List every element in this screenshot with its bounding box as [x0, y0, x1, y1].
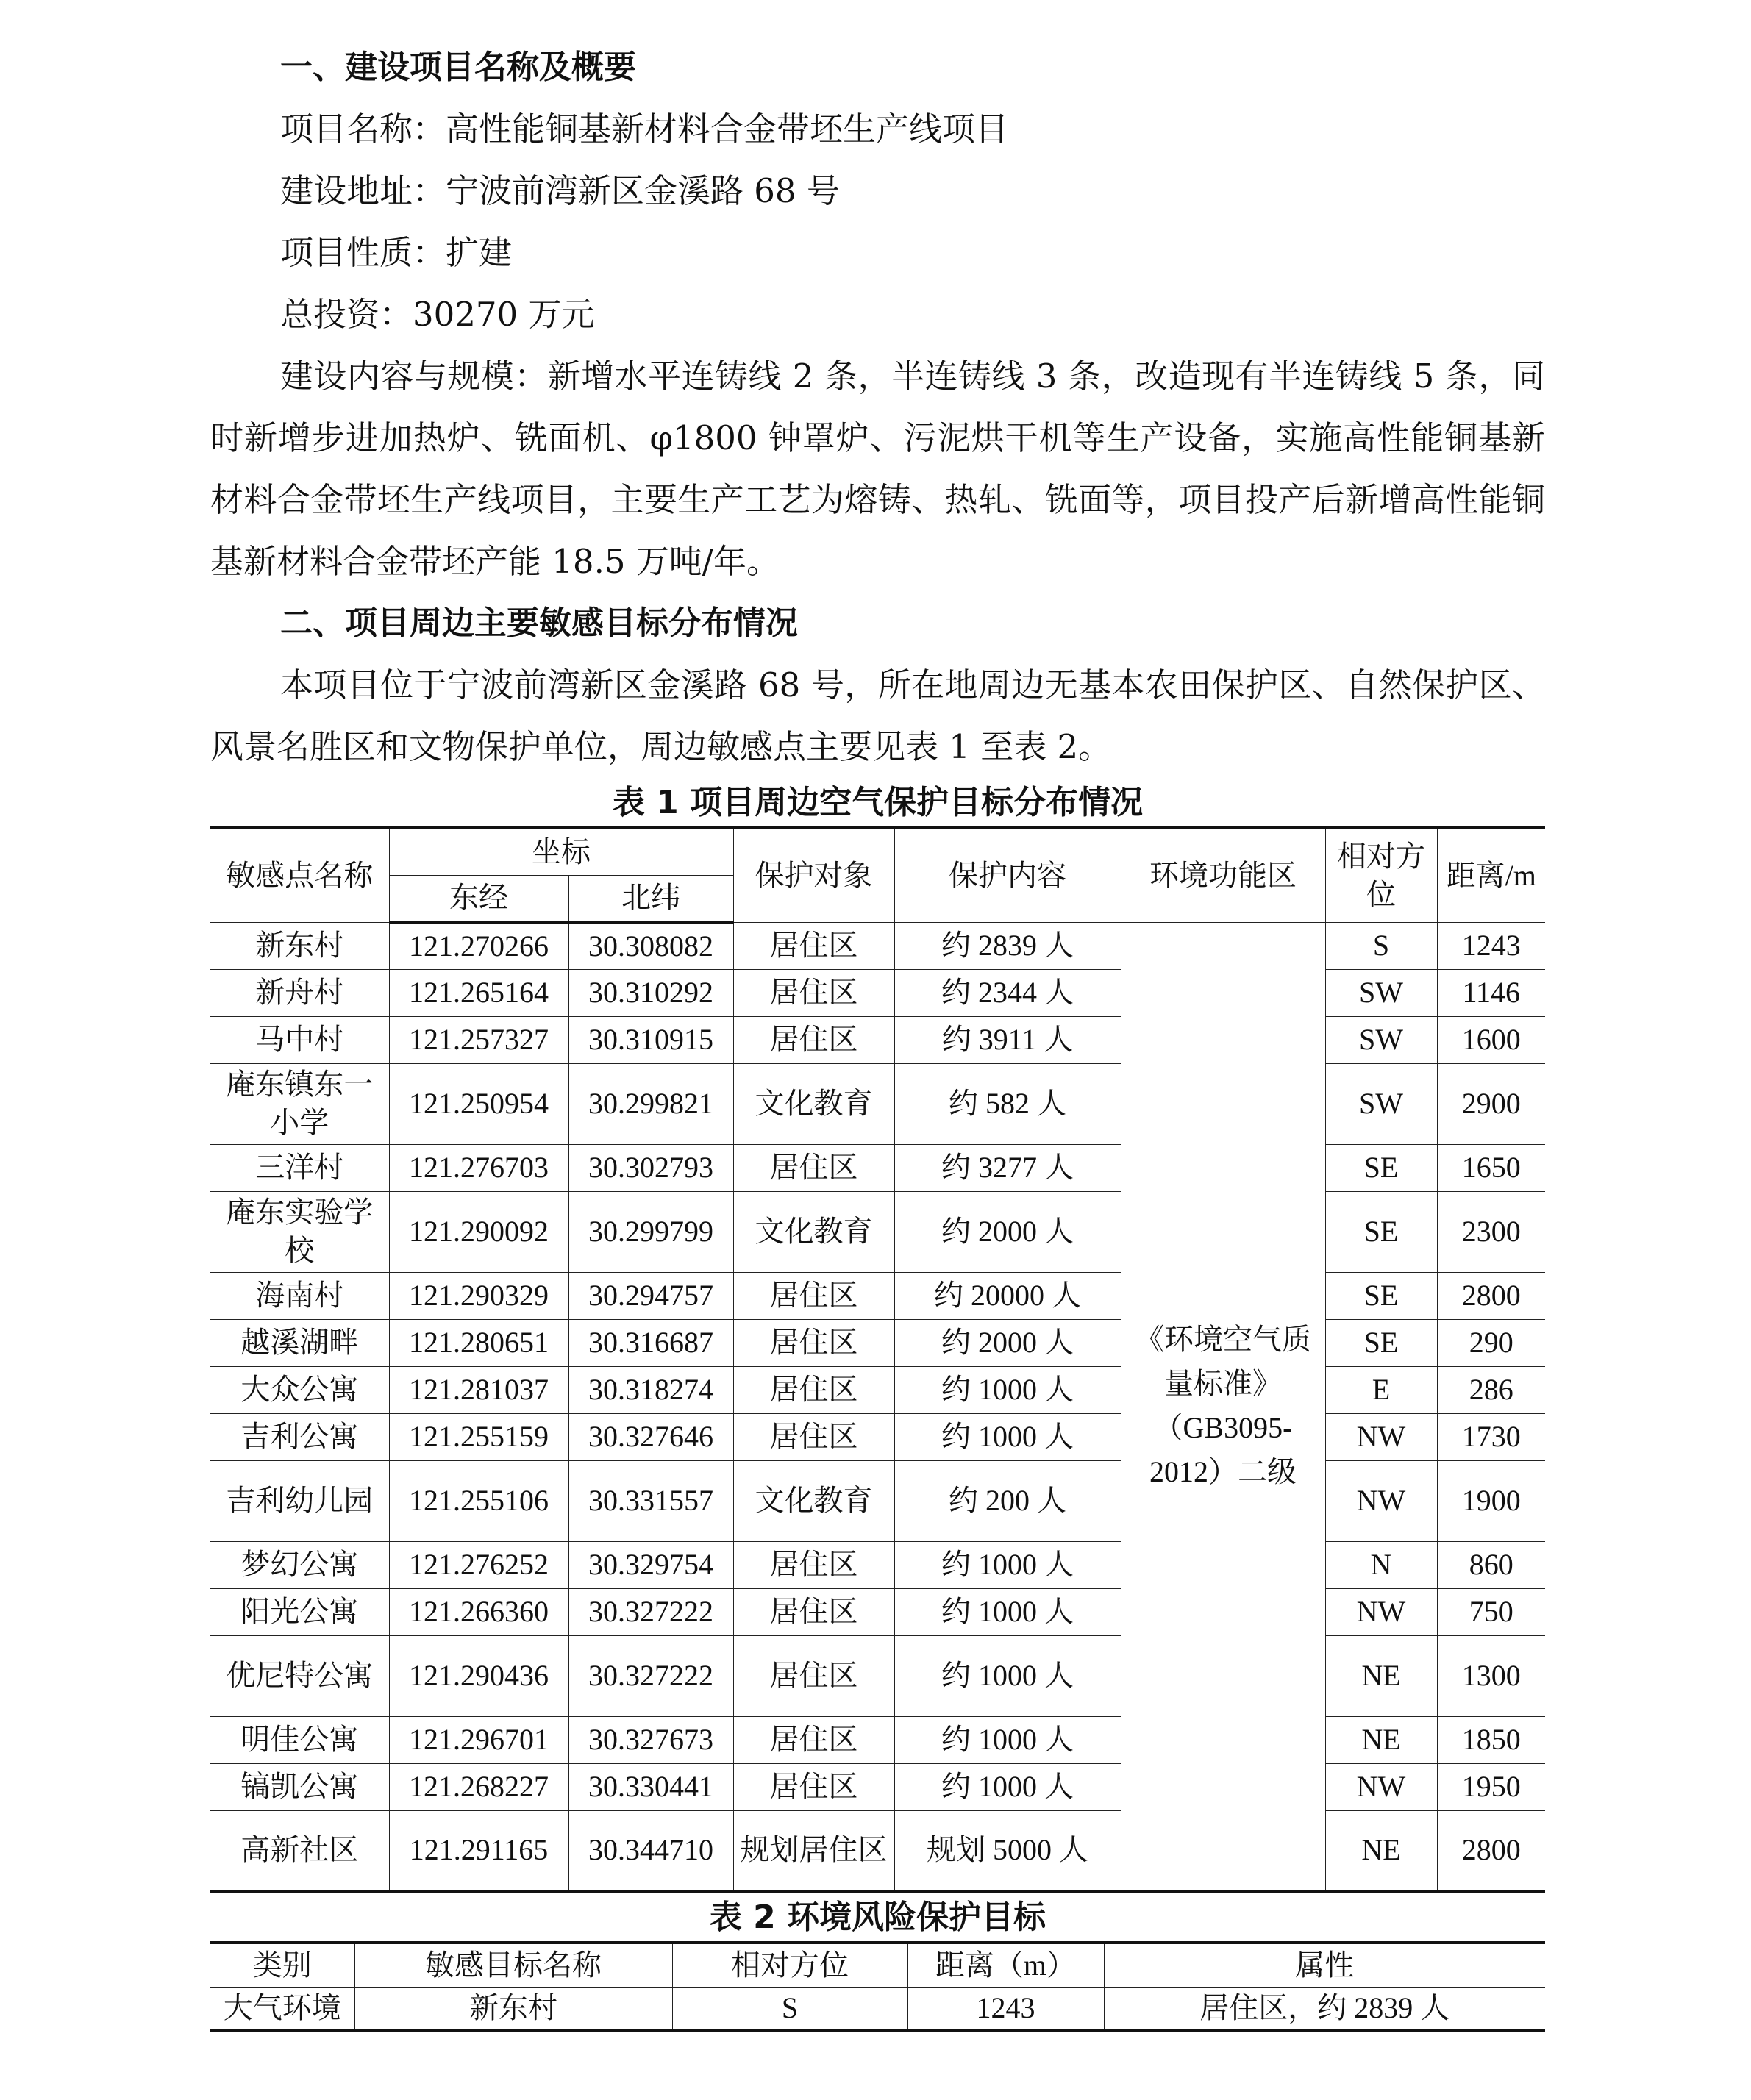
- cell-distance: 2800: [1437, 1810, 1545, 1891]
- risk-table-body: [210, 1987, 1545, 2031]
- table-row: [210, 1191, 1545, 1272]
- t2-header-direction: 相对方位: [672, 1943, 907, 1987]
- cell-name: 大众公寓: [210, 1366, 389, 1413]
- cell-lon: 121.276252: [389, 1541, 568, 1588]
- cell-content: 约 20000 人: [894, 1272, 1121, 1319]
- cell-content: 约 200 人: [894, 1460, 1121, 1541]
- cell-distance: 1950: [1437, 1763, 1545, 1810]
- cell-object: 居住区: [733, 1272, 894, 1319]
- project-scale: 建设内容与规模：新增水平连铸线 2 条，半连铸线 3 条，改造现有半连铸线 5 条，同时新增步进加热炉、铣面机、φ1800 钟罩炉、污泥烘干机等生产设备，实施高性能铜基新材料合金带坯生产线项目，主要生产工艺为熔铸、热轧、铣面等，项目投产后新增高性能铜基新材料合金带坯产能 18.5 万吨/年。: [210, 357, 1545, 581]
- cell-direction: NW: [1325, 1460, 1437, 1541]
- cell-direction: S: [1325, 922, 1437, 969]
- cell-content: 约 1000 人: [894, 1635, 1121, 1716]
- cell-content: 约 1000 人: [894, 1366, 1121, 1413]
- cell-direction: SE: [1325, 1144, 1437, 1191]
- cell-direction: NW: [1325, 1763, 1437, 1810]
- table-row: [210, 1366, 1545, 1413]
- cell-lon: 121.255106: [389, 1460, 568, 1541]
- cell-direction: NW: [1325, 1588, 1437, 1635]
- cell-object: 居住区: [733, 1016, 894, 1063]
- cell-distance: 1600: [1437, 1016, 1545, 1063]
- cell-name: 庵东镇东一小学: [210, 1063, 389, 1144]
- table-row: [210, 1810, 1545, 1891]
- cell-lon: 121.291165: [389, 1810, 568, 1891]
- cell-content: 约 582 人: [894, 1063, 1121, 1144]
- cell-distance: 2300: [1437, 1191, 1545, 1272]
- cell-content: 约 2839 人: [894, 922, 1121, 969]
- cell-lon: 121.266360: [389, 1588, 568, 1635]
- t2-header-attribute: 属性: [1104, 1943, 1545, 1987]
- cell-content: 约 1000 人: [894, 1763, 1121, 1810]
- cell-lat: 30.318274: [568, 1366, 733, 1413]
- project-nature: 项目性质：扩建: [280, 233, 513, 272]
- section2-intro: 本项目位于宁波前湾新区金溪路 68 号，所在地周边无基本农田保护区、自然保护区、风景名胜区和文物保护单位，周边敏感点主要见表 1 至表 2。: [210, 665, 1545, 766]
- cell-content: 约 1000 人: [894, 1413, 1121, 1460]
- cell-direction: NE: [1325, 1635, 1437, 1716]
- cell-lon: 121.270266: [389, 922, 568, 969]
- header-lat: 北纬: [568, 875, 733, 922]
- cell-lon: 121.296701: [389, 1716, 568, 1763]
- cell-object: 居住区: [733, 1319, 894, 1366]
- cell-lat: 30.327673: [568, 1716, 733, 1763]
- table1-caption: 表 1 项目周边空气保护目标分布情况: [612, 784, 1144, 821]
- cell-object: 居住区: [733, 969, 894, 1016]
- cell-object: 居住区: [733, 1366, 894, 1413]
- table-row: [210, 1763, 1545, 1810]
- cell-object: 文化教育: [733, 1063, 894, 1144]
- cell-lon: 121.276703: [389, 1144, 568, 1191]
- cell-lat: 30.327222: [568, 1635, 733, 1716]
- risk-protection-table: [210, 1941, 1545, 2032]
- project-investment: 总投资：30270 万元: [280, 295, 595, 334]
- cell-object: 居住区: [733, 1716, 894, 1763]
- cell-object: 文化教育: [733, 1460, 894, 1541]
- cell-content: 约 1000 人: [894, 1541, 1121, 1588]
- cell-lat: 30.327222: [568, 1588, 733, 1635]
- cell-lon: 121.268227: [389, 1763, 568, 1810]
- cell-distance: 1730: [1437, 1413, 1545, 1460]
- cell-content: 约 2000 人: [894, 1191, 1121, 1272]
- cell-object: 居住区: [733, 1541, 894, 1588]
- cell-lon: 121.255159: [389, 1413, 568, 1460]
- air-table-body: [210, 922, 1545, 1891]
- table-row: [210, 969, 1545, 1016]
- cell-lat: 30.294757: [568, 1272, 733, 1319]
- cell-object: 居住区: [733, 1635, 894, 1716]
- cell-direction: SW: [1325, 1063, 1437, 1144]
- cell-lat: 30.329754: [568, 1541, 733, 1588]
- table2-caption: 表 2 环境风险保护目标: [709, 1899, 1046, 1936]
- cell-distance: 2800: [1437, 1272, 1545, 1319]
- table-row: [210, 1541, 1545, 1588]
- header-distance: 距离/m: [1437, 828, 1545, 922]
- cell-direction: N: [1325, 1541, 1437, 1588]
- cell-lat: 30.327646: [568, 1413, 733, 1460]
- cell-zone: 《环境空气质量标准》（GB3095-2012）二级: [1121, 922, 1325, 1891]
- section2-heading: 二、项目周边主要敏感目标分布情况: [280, 604, 798, 642]
- section1-heading: 一、建设项目名称及概要: [280, 49, 636, 86]
- cell-name: 阳光公寓: [210, 1588, 389, 1635]
- cell-distance: 290: [1437, 1319, 1545, 1366]
- cell-lon: 121.290092: [389, 1191, 568, 1272]
- cell-lat: 30.302793: [568, 1144, 733, 1191]
- cell-lat: 30.299799: [568, 1191, 733, 1272]
- table-row: [210, 1413, 1545, 1460]
- cell-name: 镐凯公寓: [210, 1763, 389, 1810]
- cell-lat: 30.308082: [568, 922, 733, 969]
- cell-name: 明佳公寓: [210, 1716, 389, 1763]
- cell-object: 居住区: [733, 1763, 894, 1810]
- cell-distance: 750: [1437, 1588, 1545, 1635]
- cell-name: 三洋村: [210, 1144, 389, 1191]
- cell-direction: SE: [1325, 1319, 1437, 1366]
- cell-distance: 1146: [1437, 969, 1545, 1016]
- cell-category: 大气环境: [210, 1987, 354, 2031]
- cell-lon: 121.265164: [389, 969, 568, 1016]
- cell-lon: 121.290436: [389, 1635, 568, 1716]
- cell-distance: 286: [1437, 1366, 1545, 1413]
- cell-lat: 30.310292: [568, 969, 733, 1016]
- header-name: 敏感点名称: [210, 828, 389, 922]
- cell-direction: SW: [1325, 1016, 1437, 1063]
- header-object: 保护对象: [733, 828, 894, 922]
- cell-lon: 121.257327: [389, 1016, 568, 1063]
- cell-direction: SE: [1325, 1191, 1437, 1272]
- cell-name: 吉利幼儿园: [210, 1460, 389, 1541]
- table-row: [210, 1635, 1545, 1716]
- cell-lat: 30.299821: [568, 1063, 733, 1144]
- cell-direction: S: [672, 1987, 907, 2031]
- cell-name: 海南村: [210, 1272, 389, 1319]
- cell-target: 新东村: [354, 1987, 672, 2031]
- table-row: [210, 1272, 1545, 1319]
- table-row: [210, 1588, 1545, 1635]
- cell-lat: 30.344710: [568, 1810, 733, 1891]
- cell-distance: 1300: [1437, 1635, 1545, 1716]
- cell-content: 约 2344 人: [894, 969, 1121, 1016]
- cell-distance: 1243: [1437, 922, 1545, 969]
- header-lon: 东经: [389, 875, 568, 922]
- cell-name: 梦幻公寓: [210, 1541, 389, 1588]
- cell-content: 约 3277 人: [894, 1144, 1121, 1191]
- cell-object: 居住区: [733, 1144, 894, 1191]
- cell-name: 越溪湖畔: [210, 1319, 389, 1366]
- table-row: [210, 1319, 1545, 1366]
- cell-lat: 30.316687: [568, 1319, 733, 1366]
- cell-name: 新东村: [210, 922, 389, 969]
- cell-lat: 30.330441: [568, 1763, 733, 1810]
- cell-lon: 121.281037: [389, 1366, 568, 1413]
- cell-object: 居住区: [733, 1413, 894, 1460]
- cell-distance: 860: [1437, 1541, 1545, 1588]
- cell-content: 约 1000 人: [894, 1588, 1121, 1635]
- cell-object: 居住区: [733, 922, 894, 969]
- header-direction: 相对方位: [1325, 828, 1437, 922]
- cell-object: 居住区: [733, 1588, 894, 1635]
- air-protection-table: [210, 826, 1545, 1893]
- header-zone: 环境功能区: [1121, 828, 1325, 922]
- cell-lon: 121.250954: [389, 1063, 568, 1144]
- project-address: 建设地址：宁波前湾新区金溪路 68 号: [280, 171, 840, 210]
- table-row: [210, 1987, 1545, 2031]
- cell-direction: NE: [1325, 1716, 1437, 1763]
- cell-object: 文化教育: [733, 1191, 894, 1272]
- cell-direction: SE: [1325, 1272, 1437, 1319]
- cell-lon: 121.290329: [389, 1272, 568, 1319]
- cell-lon: 121.280651: [389, 1319, 568, 1366]
- cell-distance: 1243: [907, 1987, 1104, 2031]
- table-row: [210, 1016, 1545, 1063]
- cell-content: 约 1000 人: [894, 1716, 1121, 1763]
- table-row: [210, 1716, 1545, 1763]
- cell-direction: E: [1325, 1366, 1437, 1413]
- cell-attribute: 居住区，约 2839 人: [1104, 1987, 1545, 2031]
- cell-name: 新舟村: [210, 969, 389, 1016]
- t2-header-category: 类别: [210, 1943, 354, 1987]
- table-row: [210, 922, 1545, 969]
- cell-direction: NE: [1325, 1810, 1437, 1891]
- cell-lat: 30.310915: [568, 1016, 733, 1063]
- table-row: [210, 1144, 1545, 1191]
- cell-lat: 30.331557: [568, 1460, 733, 1541]
- cell-name: 优尼特公寓: [210, 1635, 389, 1716]
- cell-content: 约 2000 人: [894, 1319, 1121, 1366]
- t2-header-target: 敏感目标名称: [354, 1943, 672, 1987]
- document-page: [210, 37, 1545, 2032]
- cell-distance: 1900: [1437, 1460, 1545, 1541]
- cell-direction: SW: [1325, 969, 1437, 1016]
- t2-header-distance: 距离（m）: [907, 1943, 1104, 1987]
- project-name: 项目名称：高性能铜基新材料合金带坯生产线项目: [280, 110, 1009, 149]
- cell-name: 高新社区: [210, 1810, 389, 1891]
- cell-content: 约 3911 人: [894, 1016, 1121, 1063]
- cell-name: 吉利公寓: [210, 1413, 389, 1460]
- cell-name: 庵东实验学校: [210, 1191, 389, 1272]
- header-content: 保护内容: [894, 828, 1121, 922]
- table-row: [210, 1460, 1545, 1541]
- cell-direction: NW: [1325, 1413, 1437, 1460]
- cell-name: 马中村: [210, 1016, 389, 1063]
- cell-object: 规划居住区: [733, 1810, 894, 1891]
- cell-distance: 1650: [1437, 1144, 1545, 1191]
- header-coord: 坐标: [389, 828, 733, 875]
- table-row: [210, 1063, 1545, 1144]
- cell-content: 规划 5000 人: [894, 1810, 1121, 1891]
- cell-distance: 2900: [1437, 1063, 1545, 1144]
- cell-distance: 1850: [1437, 1716, 1545, 1763]
